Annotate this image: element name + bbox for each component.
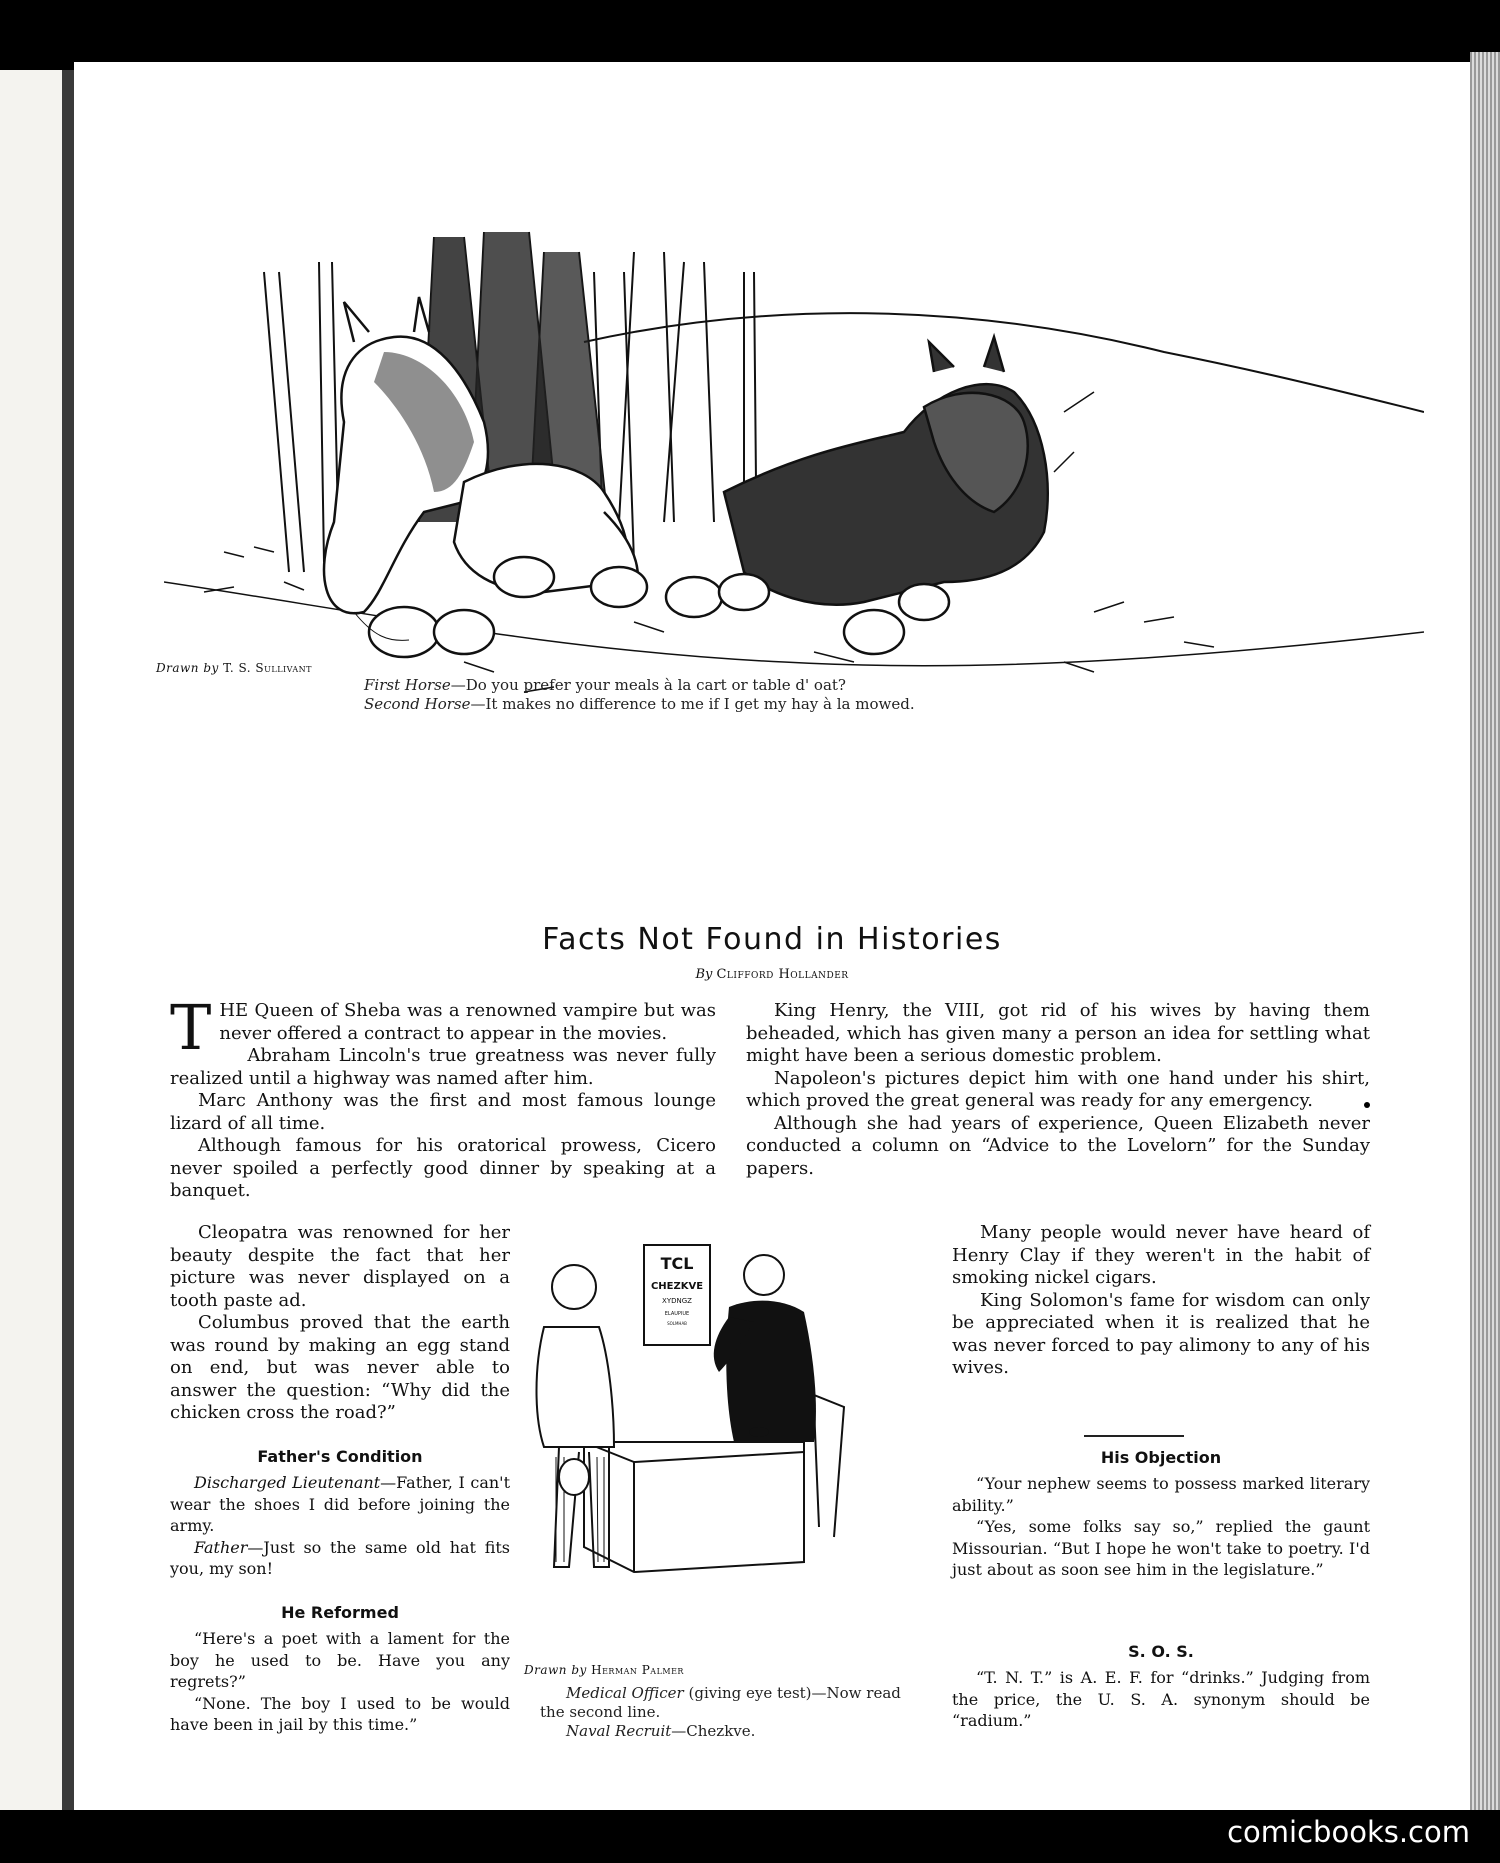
- article-left-column-lower: [170, 1222, 510, 1425]
- article-paragraph: Many people would never have heard of Henry Clay if they weren't in the habit of smoking nickel cigars.: [952, 1222, 1370, 1288]
- eye-chart-line: TCL: [660, 1254, 694, 1273]
- credit-prefix: Drawn by: [156, 661, 219, 675]
- eye-chart-line: SOLMHAB: [667, 1321, 687, 1326]
- article-paragraph: King Henry, the VIII, got rid of his wives by having them beheaded, which has given many a person an idea for settling what might have been a serious domestic problem.: [746, 1000, 1370, 1066]
- byline-author: Clifford Hollander: [716, 967, 849, 982]
- article-paragraph: Although famous for his oratorical prowess, Cicero never spoiled a perfectly good dinner by speaking at a banquet.: [170, 1135, 716, 1201]
- article-paragraph: Although she had years of experience, Queen Elizabeth never conducted a column on “Advice to the Lovelorn” for the Sunday papers.: [746, 1112, 1370, 1179]
- caption-speaker: Medical Officer: [566, 1684, 684, 1702]
- his-objection-text: [952, 1473, 1370, 1581]
- joke-line: “Here's a poet with a lament for the boy he used to be. Have you any regrets?”: [170, 1629, 510, 1691]
- article-paragraph: Napoleon's pictures depict him with one hand under his shirt, which proved the great general was ready for any emergency.: [746, 1067, 1370, 1111]
- article-right-column: [746, 1000, 1370, 1180]
- article-paragraph: Marc Anthony was the first and most famous lounge lizard of all time.: [170, 1090, 716, 1134]
- eye-chart-line: CHEZKVE: [650, 1281, 704, 1292]
- cartoon2-caption: [540, 1684, 910, 1741]
- eye-test-cartoon: [514, 1237, 954, 1667]
- article-paragraph: Columbus proved that the earth was round by making an egg stand on end, but was never able to answer the question: “Why did the chicken cross the road?”: [170, 1312, 510, 1423]
- joke-speaker: Discharged Lieutenant: [194, 1473, 381, 1492]
- credit-prefix: Drawn by: [524, 1663, 587, 1677]
- eye-chart-line: ELAUPIUE: [664, 1311, 690, 1317]
- caption-speaker: Naval Recruit: [566, 1722, 672, 1740]
- site-watermark: comicbooks.com: [1227, 1815, 1470, 1849]
- book-gutter: [62, 70, 74, 1810]
- joke-line: “Your nephew seems to possess marked literary ability.”: [952, 1474, 1370, 1515]
- fathers-condition-text: [170, 1472, 510, 1580]
- joke-line: “T. N. T.” is A. E. F. for “drinks.” Judging from the price, the U. S. A. synonym should be “radium.”: [952, 1668, 1370, 1730]
- fathers-condition-heading: Father's Condition: [257, 1447, 423, 1466]
- caption-speaker: First Horse: [364, 676, 451, 694]
- drop-cap: T: [170, 991, 212, 1064]
- article-paragraph: Cleopatra was renowned for her beauty despite the fact that her picture was never displayed on a tooth paste ad.: [170, 1222, 510, 1311]
- caption-line: (giving eye test)—Now read the second line.: [540, 1684, 901, 1721]
- article-title: Facts Not Found in Histories: [542, 922, 1002, 957]
- joke-speaker: Father: [194, 1537, 248, 1557]
- left-page-edge: [0, 70, 62, 1810]
- sos-heading: S. O. S.: [1128, 1642, 1194, 1661]
- sos-text: [952, 1667, 1370, 1732]
- page-stack-edge: [1470, 52, 1500, 1810]
- magazine-page: [74, 62, 1470, 1810]
- caption-speaker: Second Horse: [364, 695, 471, 713]
- joke-line: “Yes, some folks say so,” replied the gaunt Missourian. “But I hope he won't take to poetry. I'd just about as soon see him in the legislature.”: [952, 1517, 1370, 1579]
- cartoon1-credit: [156, 661, 312, 675]
- caption-line: —Do you prefer your meals à la cart or table d' oat?: [450, 676, 846, 694]
- his-objection-heading: His Objection: [1100, 1448, 1222, 1467]
- article-left-column: [170, 991, 716, 1203]
- caption-line: —Chezkve.: [671, 1722, 756, 1740]
- he-reformed-heading: He Reformed: [281, 1603, 399, 1622]
- eye-chart-line: XYDNGZ: [662, 1297, 692, 1305]
- horses-cartoon: [164, 192, 1424, 847]
- credit-artist: Herman Palmer: [591, 1663, 684, 1677]
- joke-line: —Father, I can't wear the shoes I did before joining the army.: [170, 1473, 510, 1535]
- credit-artist: T. S. Sullivant: [223, 661, 313, 675]
- joke-line: “None. The boy I used to be would have been in jail by this time.”: [170, 1693, 510, 1734]
- article-paragraph: King Solomon's fame for wisdom can only be appreciated when it is realized that he was never forced to pay alimony to any of his wives.: [952, 1289, 1370, 1378]
- article-paragraph: Abraham Lincoln's true greatness was never fully realized until a highway was named after him.: [170, 1045, 716, 1089]
- print-dot: [1364, 1102, 1370, 1108]
- byline-prefix: By: [695, 967, 713, 982]
- he-reformed-text: [170, 1628, 510, 1736]
- caption-line: —It makes no difference to me if I get my hay à la mowed.: [470, 695, 915, 713]
- cartoon1-caption: [364, 676, 964, 714]
- article-byline: [74, 967, 1470, 982]
- joke-line: —Just so the same old hat fits you, my son!: [170, 1537, 510, 1578]
- article-paragraph: HE Queen of Sheba was a renowned vampire but was never offered a contract to appear in the movies.: [219, 1000, 716, 1044]
- cartoon2-credit: [524, 1663, 684, 1677]
- section-rule: [1084, 1435, 1184, 1437]
- article-right-column-lower: [952, 1222, 1370, 1380]
